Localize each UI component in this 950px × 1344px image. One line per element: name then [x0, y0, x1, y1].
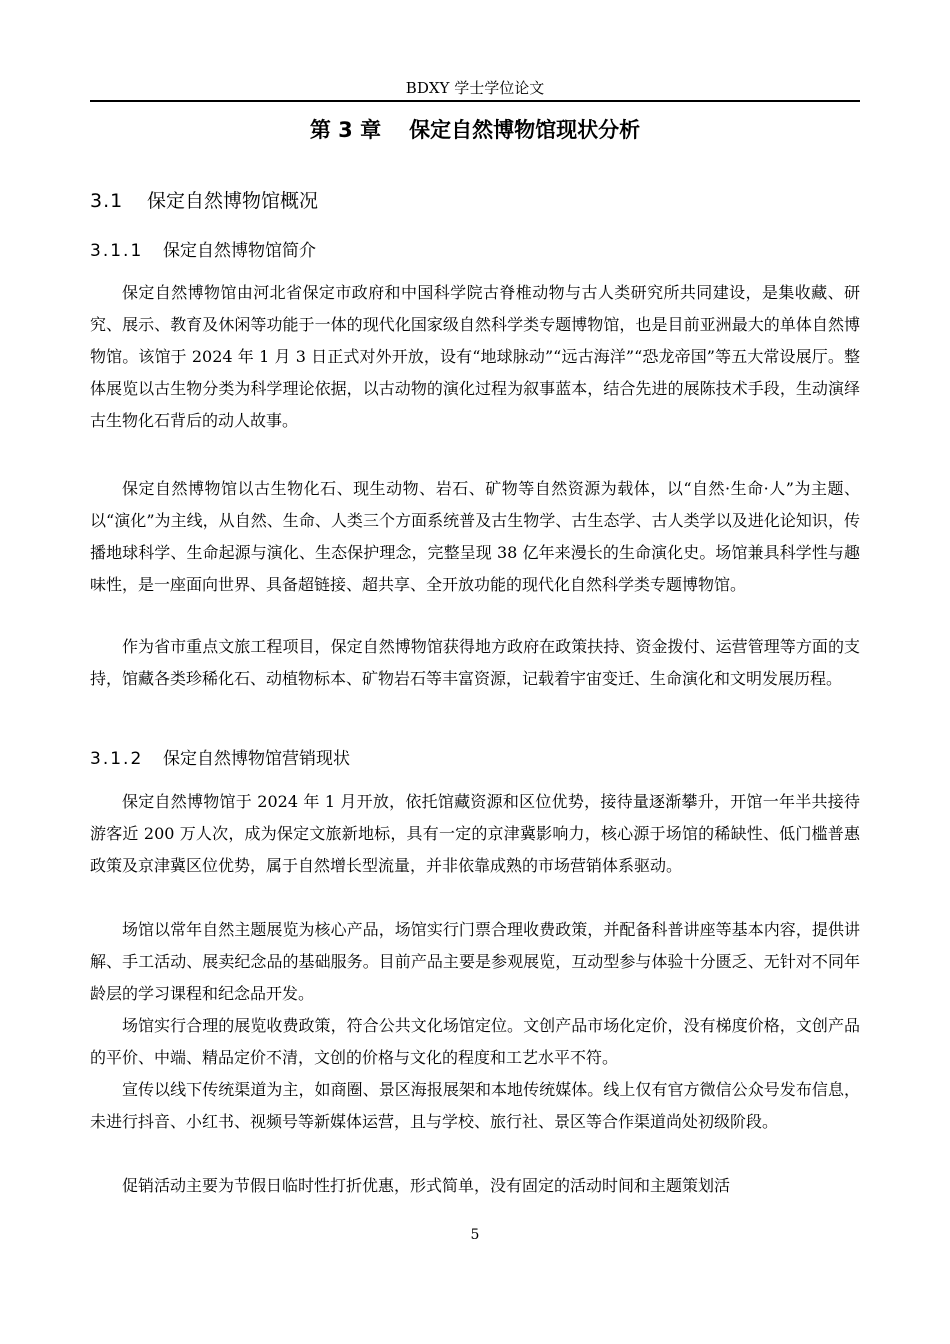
section-title: 保定自然博物馆概况	[147, 190, 319, 212]
paragraph: 场馆以常年自然主题展览为核心产品，场馆实行门票合理收费政策，并配备科普讲座等基本内容，提供讲解、手工活动、展卖纪念品的基础服务。目前产品主要是参观展览，互动型参与体验十分匮乏、无针对不同年龄层的学习课程和纪念品开发。	[90, 920, 860, 1003]
chapter-title	[90, 115, 860, 145]
paragraph: 保定自然博物馆由河北省保定市政府和中国科学院古脊椎动物与古人类研究所共同建设，是集收藏、研究、展示、教育及休闲等功能于一体的现代化国家级自然科学类专题博物馆，也是目前亚洲最大的单体自然博物馆。该馆于 2024 年 1 月 3 日正式对外开放，设有“地球脉动”“远古海洋”“恐龙帝国”等五大常设展厅。整体展览以古生物分类为科学理论依据，以古动物的演化过程为叙事蓝本，结合先进的展陈技术手段，生动演绎古生物化石背后的动人故事。	[90, 283, 860, 430]
paragraph: 保定自然博物馆于 2024 年 1 月开放，依托馆藏资源和区位优势，接待量逐渐攀升，开馆一年半共接待游客近 200 万人次，成为保定文旅新地标，具有一定的京津冀影响力，核心源于场馆的稀缺性、低门槛普惠政策及京津冀区位优势，属于自然增长型流量，并非依靠成熟的市场营销体系驱动。	[90, 792, 860, 875]
paragraph: 保定自然博物馆以古生物化石、现生动物、岩石、矿物等自然资源为载体，以“自然·生命·人”为主题、以“演化”为主线，从自然、生命、人类三个方面系统普及古生物学、古生态学、古人类学以及进化论知识，传播地球科学、生命起源与演化、生态保护理念，完整呈现 38 亿年来漫长的生命演化史。场馆兼具科学性与趣味性，是一座面向世界、具备超链接、超共享、全开放功能的现代化自然科学类专题博物馆。	[90, 479, 860, 594]
subsection-title: 保定自然博物馆简介	[163, 241, 316, 261]
header-divider	[90, 100, 860, 102]
page-number: 5	[470, 1227, 480, 1243]
chapter-title-text: 保定自然博物馆现状分析	[409, 118, 641, 142]
paragraph: 作为省市重点文旅工程项目，保定自然博物馆获得地方政府在政策扶持、资金拨付、运营管理等方面的支持，馆藏各类珍稀化石、动植物标本、矿物岩石等丰富资源，记载着宇宙变迁、生命演化和文明发展历程。	[90, 637, 860, 688]
subsection-number: 3.1.2	[90, 749, 144, 769]
section-number: 3.1	[90, 190, 124, 212]
subsection-title: 保定自然博物馆营销现状	[163, 749, 350, 769]
running-header: BDXY 学士学位论文	[405, 79, 545, 97]
paragraph: 宣传以线下传统渠道为主，如商圈、景区海报展架和本地传统媒体。线上仅有官方微信公众号发布信息，未进行抖音、小红书、视频号等新媒体运营，且与学校、旅行社、景区等合作渠道尚处初级阶段。	[90, 1080, 860, 1131]
subsection-heading-3-1-2	[90, 746, 860, 772]
paragraph: 促销活动主要为节假日临时性打折优惠，形式简单，没有固定的活动时间和主题策划活	[122, 1176, 731, 1195]
section-heading-3-1	[90, 187, 860, 215]
subsection-heading-3-1-1	[90, 238, 860, 264]
paragraph: 场馆实行合理的展览收费政策，符合公共文化场馆定位。文创产品市场化定价，没有梯度价格，文创产品的平价、中端、精品定价不清，文创的价格与文化的程度和工艺水平不符。	[90, 1016, 860, 1067]
chapter-number: 第 3 章	[309, 118, 382, 142]
subsection-number: 3.1.1	[90, 241, 144, 261]
